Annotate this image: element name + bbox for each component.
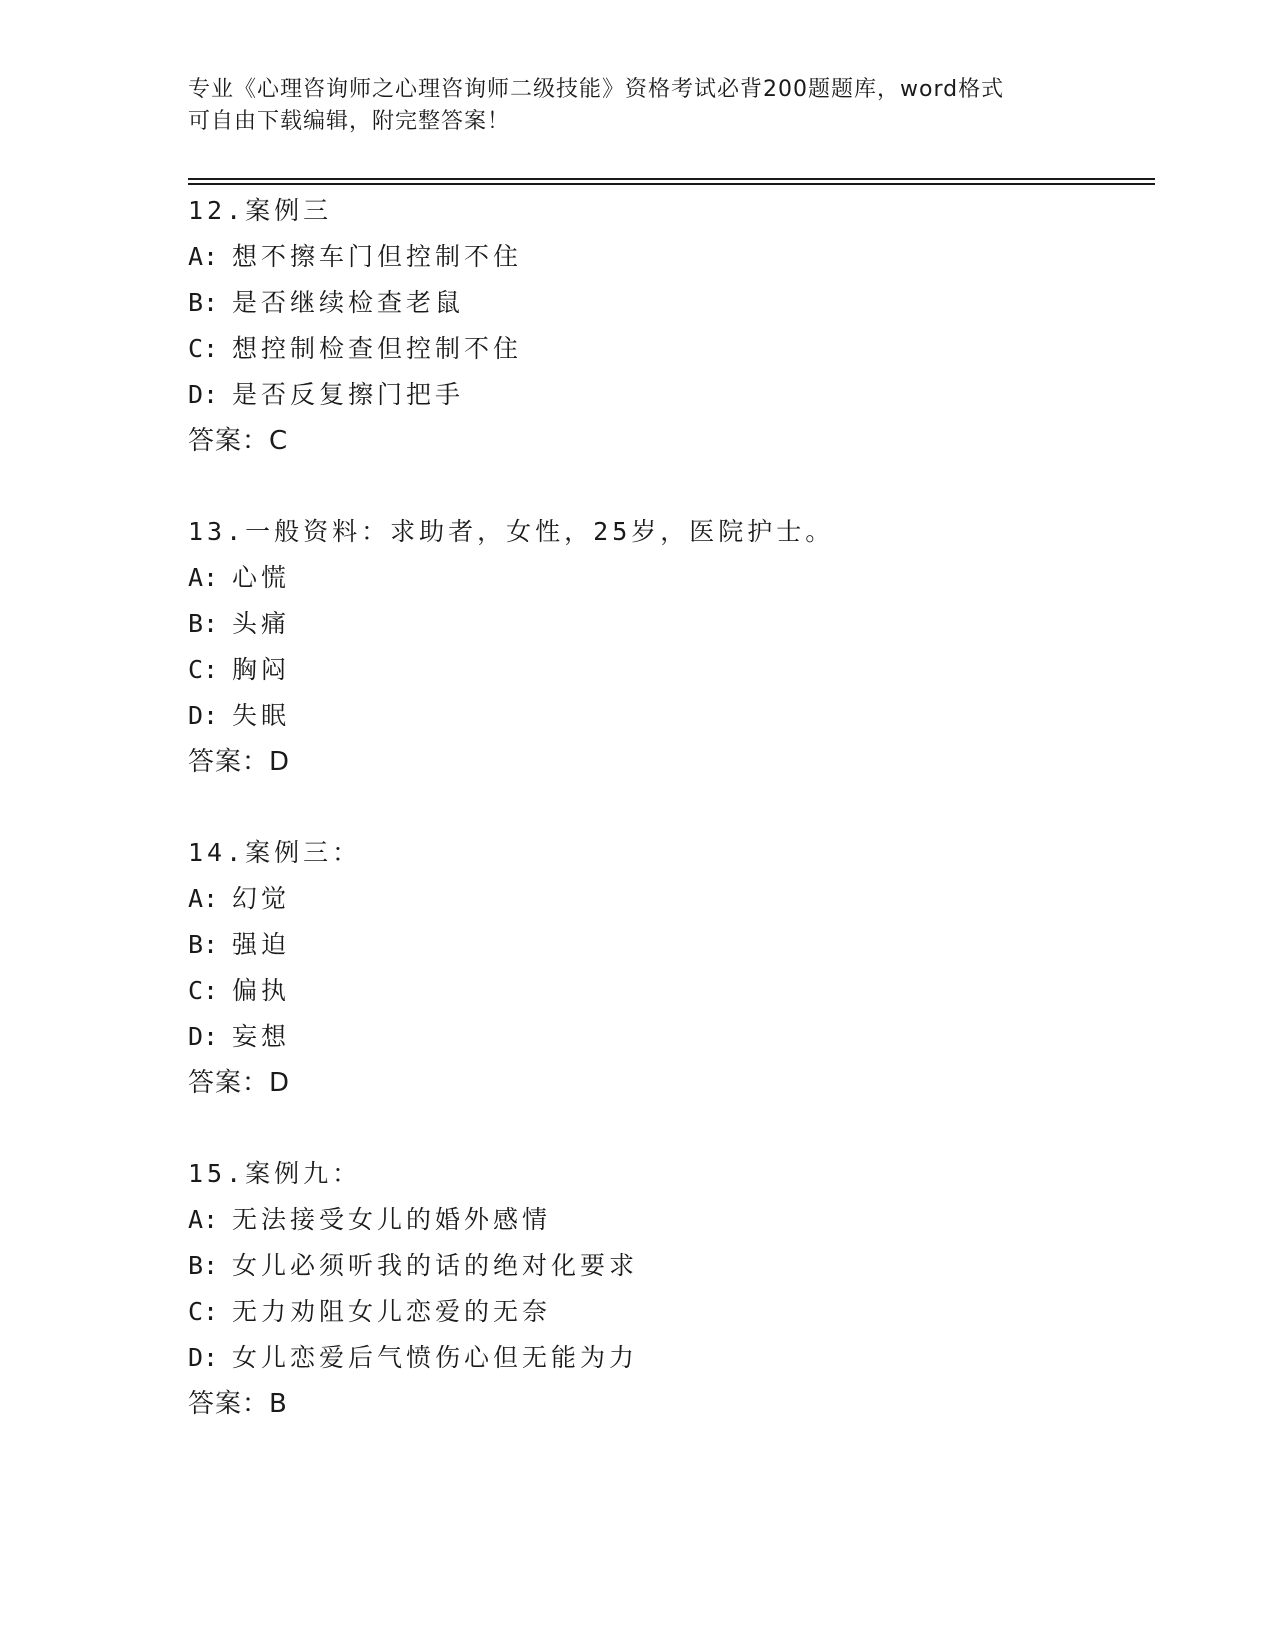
- option-letter: C:: [188, 1297, 219, 1326]
- option-letter: D:: [188, 1022, 219, 1051]
- option-text: 想控制检查但控制不住: [232, 334, 523, 363]
- question-13: [188, 509, 1148, 785]
- option-letter: D:: [188, 1343, 219, 1372]
- option-letter: C:: [188, 334, 219, 363]
- option-letter: C:: [188, 976, 219, 1005]
- header-divider-bottom: [188, 183, 1155, 185]
- header-line-2: 可自由下载编辑，附完整答案！: [188, 109, 511, 134]
- option-letter: D:: [188, 380, 219, 409]
- option-b: [188, 280, 1148, 326]
- option-a: [188, 555, 1148, 601]
- header-divider-top: [188, 178, 1155, 180]
- option-letter: B:: [188, 609, 219, 638]
- option-letter: A:: [188, 563, 219, 592]
- answer-line: 答案：C: [188, 426, 289, 456]
- header-line-1: 专业《心理咨询师之心理咨询师二级技能》资格考试必背200题题库，word格式: [188, 77, 1005, 102]
- option-d: [188, 372, 1148, 418]
- option-text: 强迫: [232, 930, 291, 959]
- question-15: [188, 1151, 1148, 1427]
- option-a: [188, 1197, 1148, 1243]
- option-text: 无法接受女儿的婚外感情: [232, 1205, 552, 1234]
- option-letter: A:: [188, 242, 219, 271]
- question-14: [188, 830, 1148, 1106]
- answer-line: 答案：D: [188, 1068, 291, 1098]
- option-b: [188, 601, 1148, 647]
- option-text: 是否反复擦门把手: [232, 380, 465, 409]
- question-stem: 15.案例九：: [188, 1159, 362, 1188]
- question-list: [188, 188, 1148, 1472]
- question-stem: 12.案例三: [188, 196, 333, 225]
- option-letter: A:: [188, 884, 219, 913]
- option-letter: A:: [188, 1205, 219, 1234]
- option-c: [188, 326, 1148, 372]
- option-d: [188, 1335, 1148, 1381]
- question-stem: 13.一般资料：求助者，女性，25岁，医院护士。: [188, 517, 835, 546]
- document-header: [188, 74, 1088, 138]
- option-text: 失眠: [232, 701, 291, 730]
- answer-line: 答案：D: [188, 747, 291, 777]
- option-d: [188, 1014, 1148, 1060]
- option-b: [188, 922, 1148, 968]
- option-c: [188, 968, 1148, 1014]
- option-d: [188, 693, 1148, 739]
- option-text: 女儿恋爱后气愤伤心但无能为力: [232, 1343, 639, 1372]
- option-c: [188, 647, 1148, 693]
- option-text: 胸闷: [232, 655, 291, 684]
- option-letter: B:: [188, 1251, 219, 1280]
- option-text: 幻觉: [232, 884, 291, 913]
- question-12: [188, 188, 1148, 464]
- question-stem: 14.案例三：: [188, 838, 362, 867]
- option-letter: C:: [188, 655, 219, 684]
- option-a: [188, 234, 1148, 280]
- option-letter: B:: [188, 930, 219, 959]
- option-text: 偏执: [232, 976, 291, 1005]
- answer-line: 答案：B: [188, 1389, 288, 1419]
- option-letter: D:: [188, 701, 219, 730]
- option-a: [188, 876, 1148, 922]
- option-text: 无力劝阻女儿恋爱的无奈: [232, 1297, 552, 1326]
- option-text: 女儿必须听我的话的绝对化要求: [232, 1251, 639, 1280]
- option-b: [188, 1243, 1148, 1289]
- option-text: 心慌: [232, 563, 291, 592]
- option-text: 想不擦车门但控制不住: [232, 242, 523, 271]
- option-letter: B:: [188, 288, 219, 317]
- option-text: 是否继续检查老鼠: [232, 288, 465, 317]
- option-text: 头痛: [232, 609, 291, 638]
- option-text: 妄想: [232, 1022, 291, 1051]
- option-c: [188, 1289, 1148, 1335]
